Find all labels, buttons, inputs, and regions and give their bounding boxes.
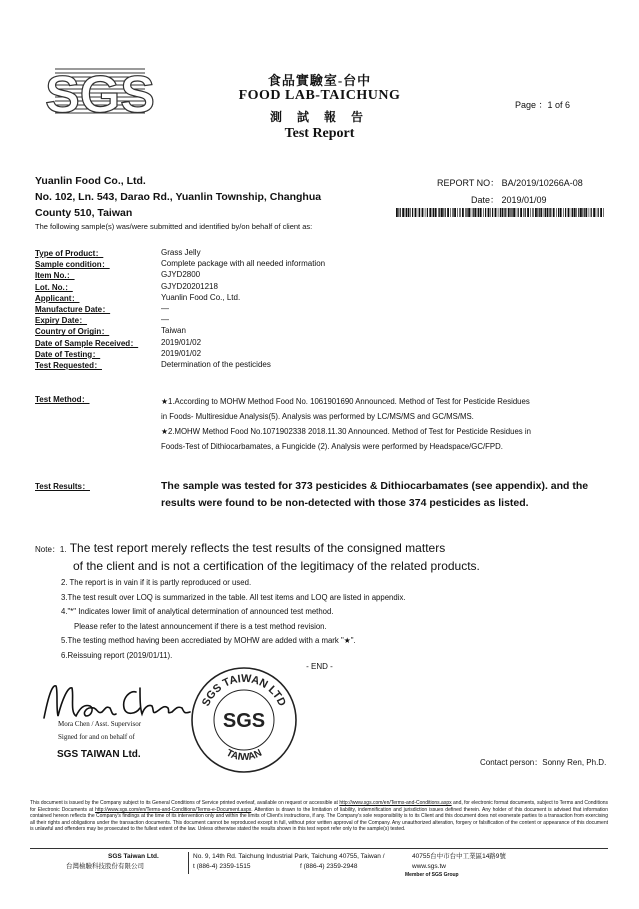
barcode bbox=[396, 208, 606, 217]
field-value: — bbox=[161, 315, 169, 325]
field-label: Country of Origin： bbox=[35, 327, 110, 337]
client-name: Yuanlin Food Co., Ltd. bbox=[35, 175, 146, 187]
note-1-line1: The test report merely reflects the test results of the consigned matters bbox=[66, 541, 446, 555]
stamp-top-text: SGS TAIWAN LTD bbox=[200, 672, 288, 709]
test-method-line: ★2.MOHW Method Food No.1071902338 2018.11.30 Announced. Method of Test for Pesticide Residues in bbox=[161, 427, 531, 436]
note-prefix: Note：1. bbox=[35, 545, 67, 554]
note-item: 5.The testing method having been accrediated by MOHW are added with a mark "★". bbox=[61, 636, 356, 646]
note-item: Please refer to the latest announcement if there is a test method revision. bbox=[74, 621, 327, 631]
signed-for-text: Signed for and on behalf of bbox=[58, 733, 135, 741]
test-results-line2: results were found to be non-detected with those 374 pesticides as listed. bbox=[161, 497, 529, 509]
client-address-line2: County 510, Taiwan bbox=[35, 207, 133, 219]
report-date: Date： 2019/01/09 bbox=[471, 195, 547, 205]
field-value: 2019/01/02 bbox=[161, 348, 202, 358]
disclaimer bbox=[30, 800, 608, 833]
field-label: Lot. No.： bbox=[35, 282, 73, 292]
field-value: — bbox=[161, 304, 169, 313]
test-results-text bbox=[161, 478, 601, 512]
signatory-company: SGS TAIWAN Ltd. bbox=[57, 749, 141, 760]
signatory-title: Mora Chen / Asst. Supervisor bbox=[58, 720, 142, 728]
test-method-text bbox=[161, 394, 606, 454]
field-value: Complete package with all needed information bbox=[161, 259, 326, 269]
field-label: Type of Product： bbox=[35, 249, 104, 258]
footer-company-zh: 台灣檢驗科技股份有限公司 bbox=[66, 863, 144, 870]
end-marker: - END - bbox=[306, 662, 333, 671]
member-of-sgs: Member of SGS Group bbox=[405, 872, 459, 878]
disclaimer-part3: . Attention is drawn to the limitation of liability, indemnification and jurisdiction issues defined therein. Any holder of this document is advised that information contained hereon reflects the Company's findings at the time of its intervention only and within the limits of Client's instructions, if any. The Company's sole responsibility is to its Client and this document does not exonerate parties to a transaction from exercising all their rights and obligations under the transaction documents. This document cannot be reproduced except in full, without prior written approval of the Company. Any unauthorized alteration, forgery or falsification of the content or appearance of this document is unlawful and offenders may be prosecuted to the fullest extent of the law. Unless otherwise stated the results shown in this test report refer only to the sample(s) tested. bbox=[30, 806, 608, 833]
field-value: Yuanlin Food Co., Ltd. bbox=[161, 292, 241, 302]
client-address-line1: No. 102, Ln. 543, Darao Rd., Yuanlin Township, Changhua bbox=[35, 191, 322, 203]
note-item: 6.Reissuing report (2019/01/11). bbox=[61, 650, 173, 660]
svg-text:SGS: SGS bbox=[45, 66, 155, 124]
intro-text: The following sample(s) was/were submitted and identified by/on behalf of client as: bbox=[35, 222, 313, 231]
field-value: Taiwan bbox=[161, 326, 186, 336]
footer-company-en: SGS Taiwan Ltd. bbox=[108, 853, 159, 860]
field-label: Date of Testing： bbox=[35, 349, 101, 359]
field-value: 2019/01/02 bbox=[161, 337, 202, 347]
disclaimer-part2: and, for electronic format documents, subject to Terms and Conditions for Electronic Documents at bbox=[30, 800, 608, 813]
page-number: Page ：1 of 6 bbox=[515, 100, 571, 110]
note-1-line2: of the client and is not a certification of the legitimacy of the related products. bbox=[73, 559, 480, 573]
field-label: Item No.： bbox=[35, 271, 75, 281]
e-terms-link[interactable]: http://www.sgs.com/en/Terms-and-Conditions/Terms-e-Document.aspx bbox=[95, 806, 252, 813]
test-method-line: ★1.According to MOHW Method Food No. 1061901690 Announced. Method of Test for Pesticide Residues bbox=[161, 397, 530, 406]
field-value: GJYD20201218 bbox=[161, 281, 218, 291]
note-item: 4."*" Indicates lower limit of analytical determination of announced test method. bbox=[61, 607, 334, 617]
report-title-en: Test Report bbox=[284, 126, 355, 141]
field-label: Applicant： bbox=[35, 293, 80, 303]
report-info bbox=[437, 175, 583, 209]
footer-web: www.sgs.tw bbox=[412, 863, 446, 870]
contact-person: Contact person：Sonny Ren, Ph.D. bbox=[480, 758, 607, 767]
field-label: Manufacture Date： bbox=[35, 305, 111, 314]
stamp-center-text: SGS bbox=[222, 710, 266, 732]
field-label: Test Requested： bbox=[35, 361, 102, 370]
notes-section bbox=[35, 540, 625, 664]
field-value: Determination of the pesticides bbox=[161, 360, 271, 369]
test-method-line: in Foods- Multiresidue Analysis(5). Analysis was performed by LC/MS/MS and GC/MS/MS. bbox=[161, 412, 474, 421]
field-label: Date of Sample Received： bbox=[35, 338, 139, 348]
note-item: 2. The report is in vain if it is partly reproduced or used. bbox=[61, 578, 252, 587]
test-results-line1: The sample was tested for 373 pesticides & Dithiocarbamates (see appendix). and the bbox=[161, 480, 589, 492]
client-block bbox=[35, 173, 321, 221]
footer-separator bbox=[188, 852, 189, 874]
stamp-bottom-text: TAIWAN bbox=[224, 747, 264, 764]
note-item: 3.The test result over LOQ is summarized in the table. All test items and LOQ are listed in appendix. bbox=[61, 592, 406, 602]
signatory-block bbox=[58, 718, 141, 744]
lab-title-zh: 食品實驗室-台中 bbox=[267, 73, 372, 88]
test-results-label: Test Results： bbox=[35, 482, 90, 491]
report-number: REPORT NO： BA/2019/10266A-08 bbox=[437, 178, 583, 188]
footer-address-en: No. 9, 14th Rd. Taichung Industrial Park, Taichung 40755, Taiwan / bbox=[193, 853, 385, 860]
footer-fax: f (886-4) 2359-2948 bbox=[300, 863, 358, 870]
terms-link[interactable]: http://www.sgs.com/en/Terms-and-Conditions.aspx bbox=[339, 800, 452, 806]
disclaimer-part1: This document is issued by the Company subject to its General Conditions of Service printed overleaf, available on request or accessible at bbox=[30, 800, 340, 806]
field-label: Expiry Date： bbox=[35, 316, 88, 326]
test-method-label: Test Method： bbox=[35, 395, 90, 404]
footer-tel: t (886-4) 2359-1515 bbox=[193, 863, 251, 870]
sgs-stamp bbox=[188, 664, 300, 776]
footer-address-zh: 40755台中市台中工業區14路9號 bbox=[412, 853, 506, 860]
lab-title-en: FOOD LAB-TAICHUNG bbox=[238, 88, 401, 103]
field-label: Sample condition： bbox=[35, 260, 110, 270]
test-method-line: Foods-Test of Dithiocarbamates, a Fungicide (2). Analysis were performed by Headspace/GC/FPD. bbox=[161, 442, 503, 451]
footer-divider bbox=[30, 848, 608, 849]
field-value: GJYD2800 bbox=[161, 270, 201, 280]
report-title-zh: 測 試 報 告 bbox=[269, 110, 369, 124]
field-value: Grass Jelly bbox=[161, 248, 201, 257]
